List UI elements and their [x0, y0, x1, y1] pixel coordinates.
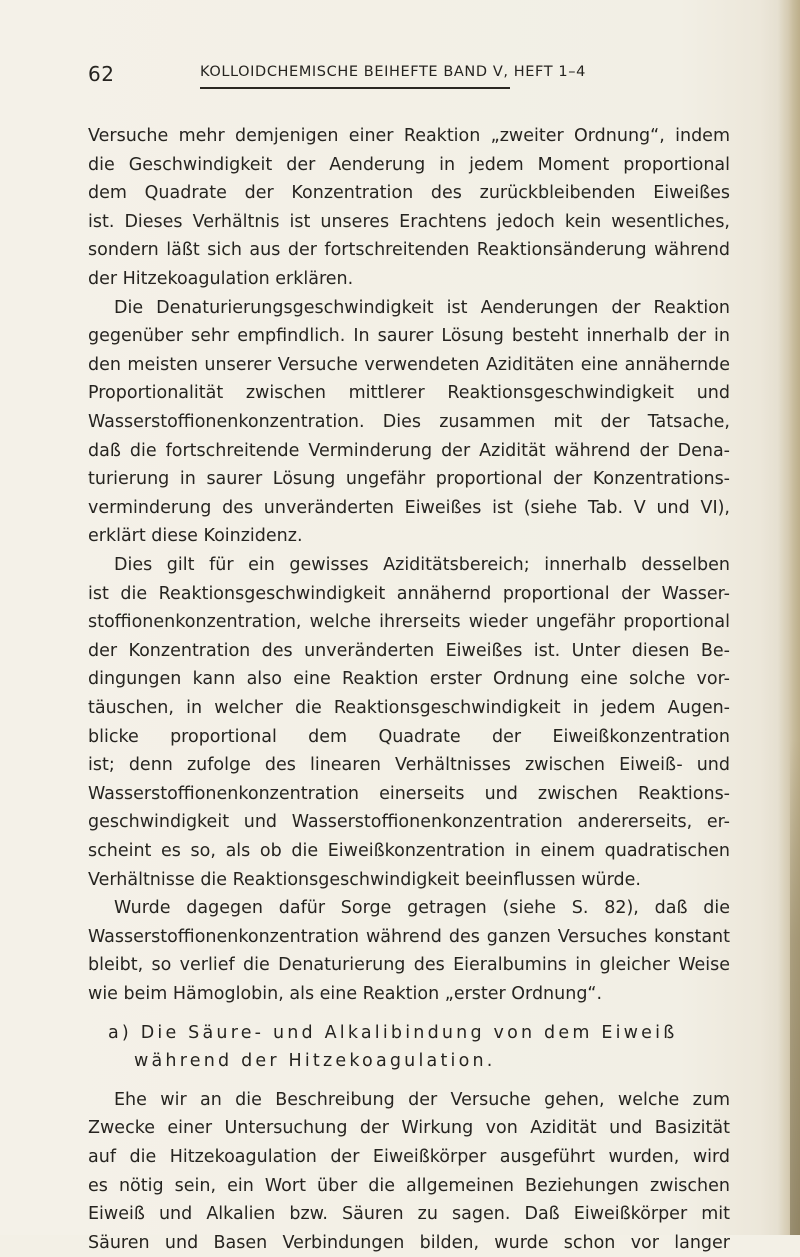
text-line: geschwindigkeit und Wasserstoffionenkonzentration andererseits, er-	[88, 812, 730, 833]
page-number: 62	[88, 62, 115, 86]
text-line: scheint es so, als ob die Eiweißkonzentration in einem quadratischen	[88, 841, 730, 861]
page-edge-dark	[790, 740, 800, 1235]
text-line: stoffionenkonzentration, welche ihrerseits wieder ungefähr proportional	[88, 612, 730, 633]
text-line: dingungen kann also eine Reaktion erster Ordnung eine solche vor-	[88, 669, 730, 690]
text-line: bleibt, so verlief die Denaturierung des Eieralbumins in gleicher Weise	[88, 955, 730, 976]
page-header	[88, 62, 728, 90]
text-line: Zwecke einer Untersuchung der Wirkung von Azidität und Basizität	[88, 1118, 730, 1139]
text-line: verminderung des unveränderten Eiweißes ist (siehe Tab. V und VI),	[88, 497, 730, 518]
text-line: gegenüber sehr empfindlich. In saurer Lösung besteht innerhalb der in	[88, 326, 730, 347]
text-line: es nötig sein, ein Wort über die allgemeinen Beziehungen zwischen	[88, 1175, 730, 1196]
running-head: KOLLOIDCHEMISCHE BEIHEFTE BAND V, HEFT 1–4	[200, 64, 586, 80]
section-heading-line-2: während der Hitzekoagulation.	[134, 1051, 496, 1072]
text-line: Verhältnisse die Reaktionsgeschwindigkeit beeinflussen würde.	[88, 869, 641, 890]
text-line: Dies gilt für ein gewisses Aziditätsbereich; innerhalb desselben	[114, 555, 730, 575]
text-line: der Konzentration des unveränderten Eiweißes ist. Unter diesen Be-	[88, 640, 730, 661]
header-rule	[200, 87, 510, 89]
text-line: dem Quadrate der Konzentration des zurückbleibenden Eiweißes	[88, 183, 730, 204]
section-heading-line-1: a) Die Säure- und Alkalibindung von dem Eiweiß	[108, 1022, 678, 1043]
text-line: ist; denn zufolge des linearen Verhältnisses zwischen Eiweiß- und	[88, 755, 730, 776]
text-line: Eiweiß und Alkalien bzw. Säuren zu sagen. Daß Eiweißkörper mit	[88, 1204, 730, 1225]
text-line: sondern läßt sich aus der fortschreitenden Reaktionsänderung während	[88, 240, 730, 261]
text-line: die Geschwindigkeit der Aenderung in jedem Moment proportional	[88, 154, 730, 175]
text-line: täuschen, in welcher die Reaktionsgeschwindigkeit in jedem Augen-	[88, 698, 730, 718]
text-line: blicke proportional dem Quadrate der Eiweißkonzentration	[88, 726, 730, 747]
text-line: Versuche mehr demjenigen einer Reaktion „zweiter Ordnung“, indem	[88, 126, 730, 146]
text-line: Säuren und Basen Verbindungen bilden, wurde schon vor langer	[88, 1232, 730, 1253]
text-line: Wasserstoffionenkonzentration einerseits und zwischen Reaktions-	[88, 783, 730, 804]
text-line: Ehe wir an die Beschreibung der Versuche gehen, welche zum	[114, 1089, 730, 1110]
text-line: wie beim Hämoglobin, als eine Reaktion „erster Ordnung“.	[88, 984, 603, 1004]
text-line: daß die fortschreitende Verminderung der Azidität während der Dena-	[88, 440, 730, 461]
text-line: auf die Hitzekoagulation der Eiweißkörper ausgeführt wurden, wird	[88, 1147, 730, 1167]
text-line: ist die Reaktionsgeschwindigkeit annähernd proportional der Wasser-	[88, 583, 730, 604]
text-line: erklärt diese Koinzidenz.	[88, 526, 303, 547]
text-line: Wurde dagegen dafür Sorge getragen (siehe S. 82), daß die	[114, 898, 730, 919]
text-line: den meisten unserer Versuche verwendeten Aziditäten eine annähernde	[88, 354, 730, 375]
text-line: der Hitzekoagulation erklären.	[88, 269, 354, 289]
text-line: Die Denaturierungsgeschwindigkeit ist Aenderungen der Reaktion	[114, 297, 730, 318]
text-line: ist. Dieses Verhältnis ist unseres Erachtens jedoch kein wesentliches,	[88, 211, 730, 232]
text-line: turierung in saurer Lösung ungefähr proportional der Konzentrations-	[88, 469, 730, 490]
text-line: Wasserstoffionenkonzentration während des ganzen Versuches konstant	[88, 926, 730, 947]
text-line: Proportionalität zwischen mittlerer Reaktionsgeschwindigkeit und	[88, 383, 730, 404]
text-line: Wasserstoffionenkonzentration. Dies zusammen mit der Tatsache,	[88, 412, 730, 432]
